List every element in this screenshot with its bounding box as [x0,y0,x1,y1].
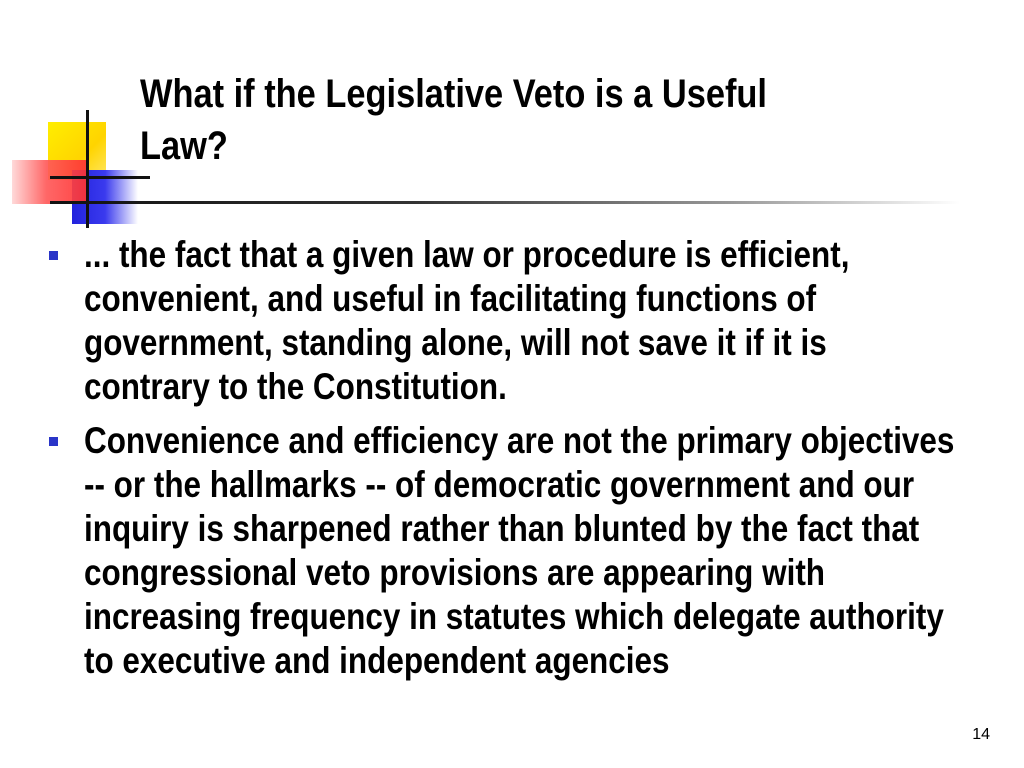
bullet-list [44,233,1004,693]
red-square [12,160,88,204]
list-item [44,419,1004,683]
logo-vertical-line [86,110,89,228]
title-divider [50,201,960,204]
square-bullet-icon [49,251,58,260]
bullet-text: ... the fact that a given law or procedure is efficient, convenient, and useful in facilitating functions of government, standing alone, will not save it if it is contrary to the Constitution. [84,234,850,407]
slide-title: What if the Legislative Veto is a Useful Law? [140,72,767,168]
bullet-text: Convenience and efficiency are not the primary objectives -- or the hallmarks -- of democratic government and our inquiry is sharpened rather than blunted by the fact that congressional veto provisions are appearing with increasing frequency in statutes which delegate authority to executive and independent agencies [84,420,955,681]
page-number: 14 [972,726,990,743]
square-bullet-icon [49,437,58,446]
decorative-squares-logo [0,0,160,240]
logo-horizontal-line [50,176,150,179]
list-item [44,233,1004,409]
